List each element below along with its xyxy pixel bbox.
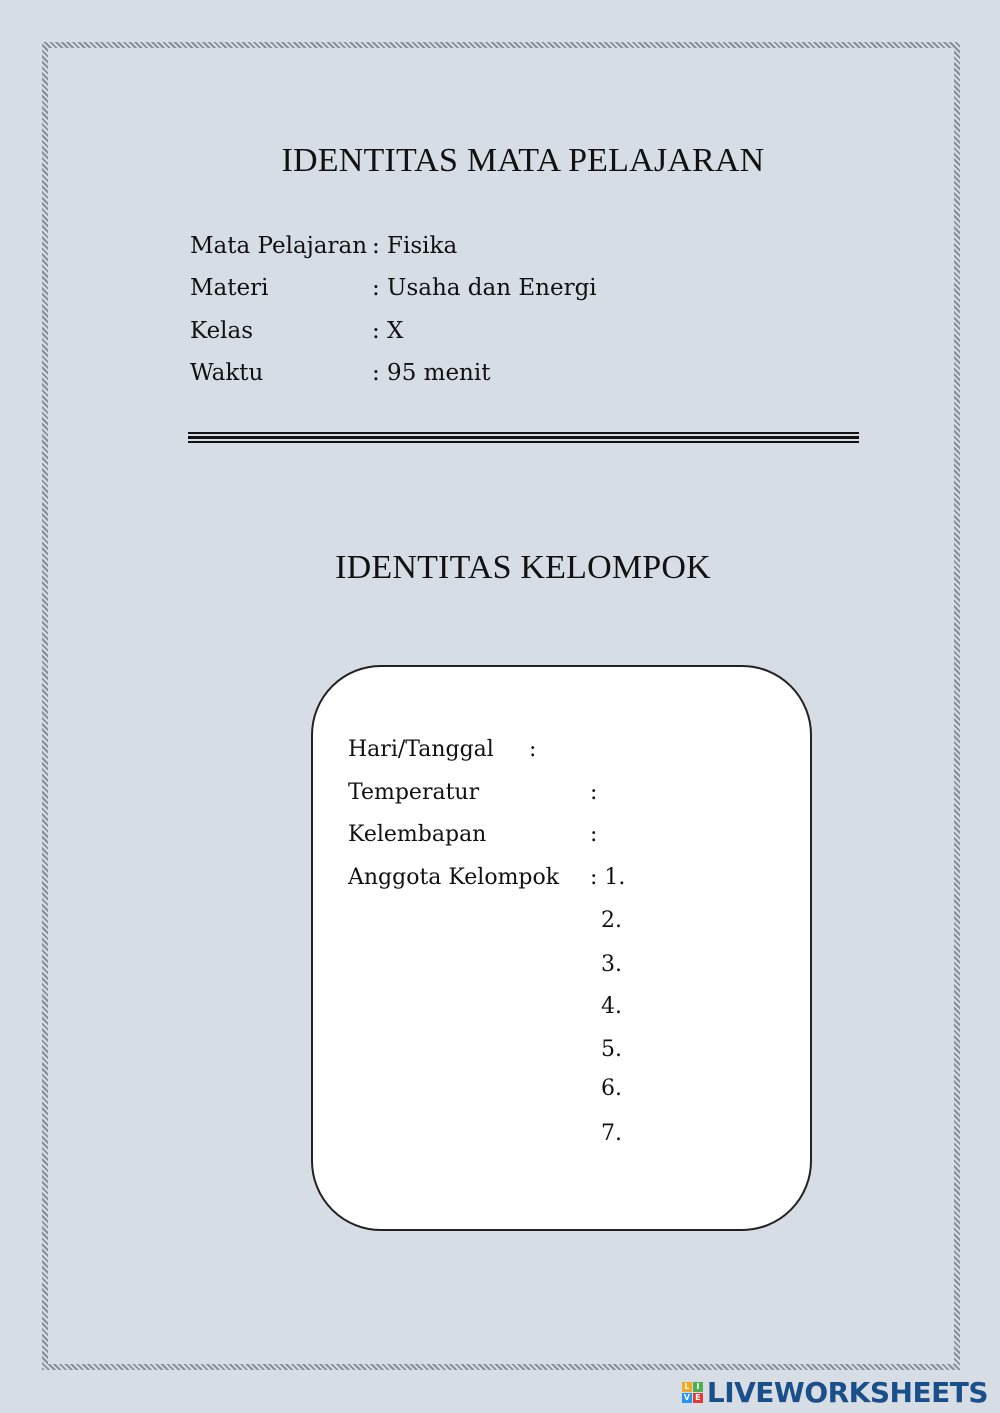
temperature-label: Temperatur: [348, 780, 480, 805]
members-label: Anggota Kelompok: [348, 865, 560, 890]
logo-letter: V: [683, 1392, 690, 1402]
logo-letter: E: [693, 1393, 703, 1403]
group-identity-title: IDENTITAS KELOMPOK: [335, 549, 711, 586]
info-value: : 95 menit: [372, 360, 491, 386]
day-date-label: Hari/Tanggal: [348, 737, 494, 762]
subject-identity-title: IDENTITAS MATA PELAJARAN: [281, 142, 765, 179]
member-number-6[interactable]: 6.: [601, 1076, 622, 1101]
info-label: Materi: [190, 275, 269, 301]
logo-letter: L: [682, 1382, 692, 1392]
member-number-4[interactable]: 4.: [601, 994, 622, 1019]
member-number-7[interactable]: 7.: [601, 1121, 622, 1146]
day-date-colon[interactable]: :: [529, 737, 537, 762]
info-label: Mata Pelajaran: [190, 233, 368, 259]
liveworksheets-logo[interactable]: [682, 1377, 988, 1407]
humidity-label: Kelembapan: [348, 822, 487, 847]
humidity-colon[interactable]: :: [590, 822, 598, 847]
liveworksheets-logo-text: LIVEWORKSHEETS: [706, 1375, 988, 1409]
liveworksheets-logo-icon: [682, 1382, 703, 1403]
info-value: : Usaha dan Energi: [372, 275, 597, 301]
member-number-3[interactable]: 3.: [601, 952, 622, 977]
divider-line-top: [188, 432, 859, 434]
member-number-2[interactable]: 2.: [601, 908, 622, 933]
info-label: Waktu: [190, 360, 264, 386]
divider-line-middle: [188, 436, 859, 439]
temperature-colon[interactable]: :: [590, 780, 598, 805]
info-value: : X: [372, 318, 404, 344]
logo-letter: I: [693, 1382, 703, 1392]
info-label: Kelas: [190, 318, 254, 344]
info-value: : Fisika: [372, 233, 458, 259]
member-number-5[interactable]: 5.: [601, 1037, 622, 1062]
divider-line-bottom: [188, 441, 859, 443]
member-number-1[interactable]: : 1.: [590, 865, 626, 890]
